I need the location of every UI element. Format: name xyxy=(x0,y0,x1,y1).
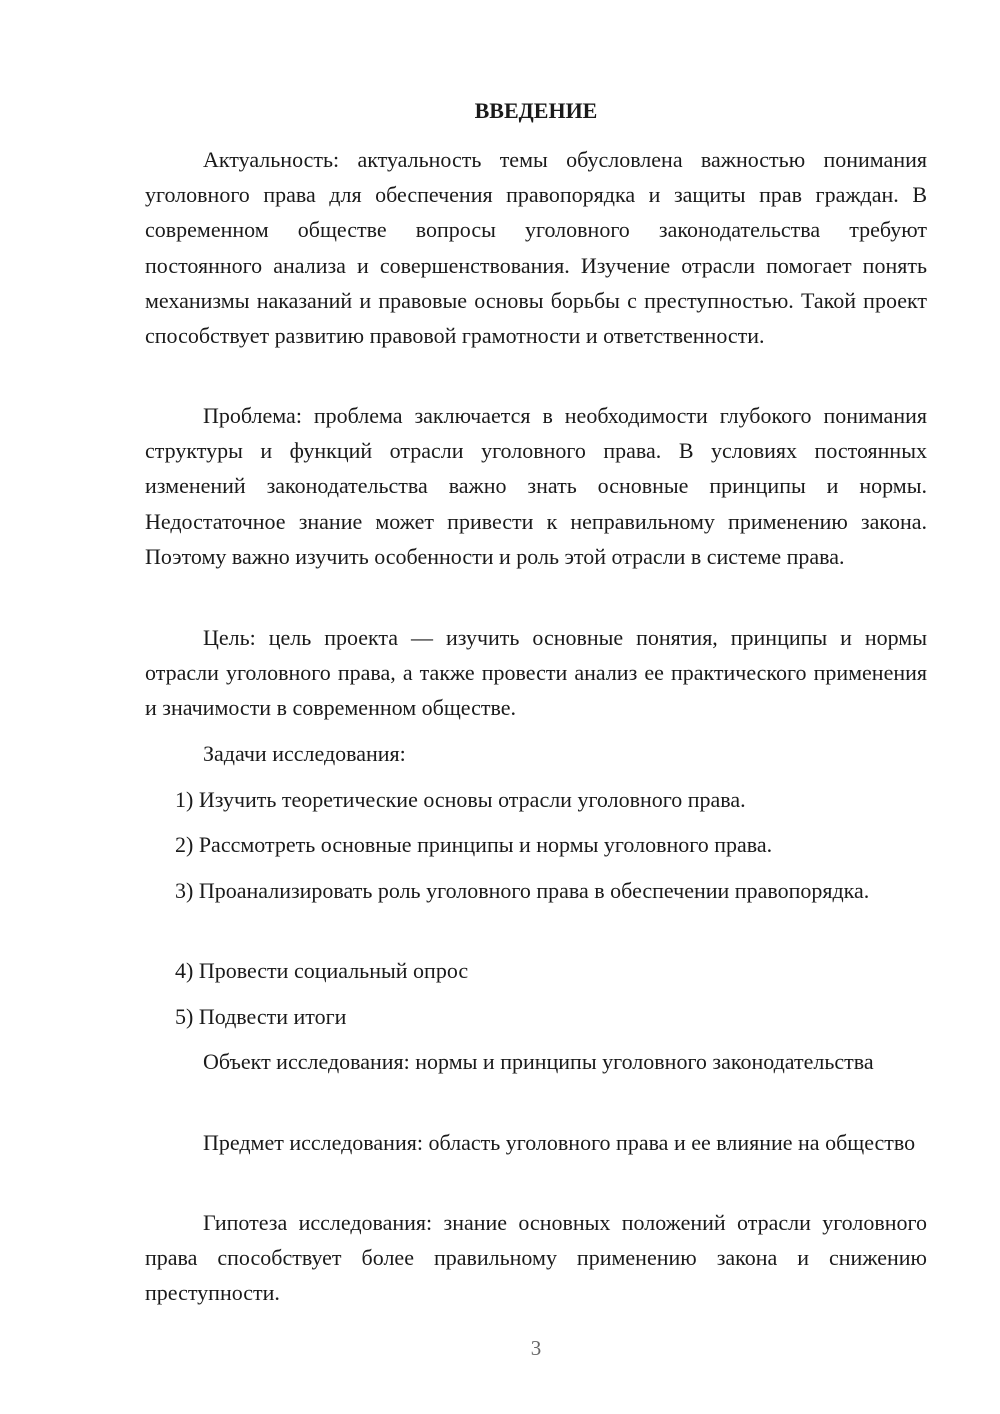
task-item-3: 3) Проанализировать роль уголовного права в обеспечении правопорядка. xyxy=(175,878,870,903)
paragraph-relevance: Актуальность: актуальность темы обусловлена важностью понимания уголовного права для обеспечения правопорядка и защиты прав граждан. В современном обществе вопросы уголовного законодательства требуют постоянного анализа и совершенствования. Изучение отрасли помогает понять механизмы наказаний и правовые основы борьбы с преступностью. Такой проект способствует развитию правовой грамотности и ответственности. xyxy=(145,147,927,349)
paragraph-goal: Цель: цель проекта — изучить основные понятия, принципы и нормы отрасли уголовного права, а также провести анализ ее практического применения и значимости в современном обществе. xyxy=(145,625,927,721)
page-number: 3 xyxy=(530,1336,542,1360)
paragraph-problem: Проблема: проблема заключается в необходимости глубокого понимания структуры и функций отрасли уголовного права. В условиях постоянных изменений законодательства важно знать основные принципы и нормы. Недостаточное знание может привести к неправильному применению закона. Поэтому важно изучить особенности и роль этой отрасли в системе права. xyxy=(145,403,927,569)
task-item-2: 2) Рассмотреть основные принципы и нормы уголовного права. xyxy=(175,832,773,857)
paragraph-object: Объект исследования: нормы и принципы уголовного законодательства xyxy=(203,1049,874,1074)
paragraph-hypothesis: Гипотеза исследования: знание основных положений отрасли уголовного права способствует более правильному применению закона и снижению преступности. xyxy=(145,1210,927,1306)
task-item-1: 1) Изучить теоретические основы отрасли уголовного права. xyxy=(175,787,746,812)
task-item-4: 4) Провести социальный опрос xyxy=(175,958,469,983)
task-item-5: 5) Подвести итоги xyxy=(175,1004,347,1029)
page-title: ВВЕДЕНИЕ xyxy=(474,98,598,123)
paragraph-tasks-heading: Задачи исследования: xyxy=(203,741,406,766)
paragraph-subject: Предмет исследования: область уголовного права и ее влияние на общество xyxy=(203,1130,916,1155)
